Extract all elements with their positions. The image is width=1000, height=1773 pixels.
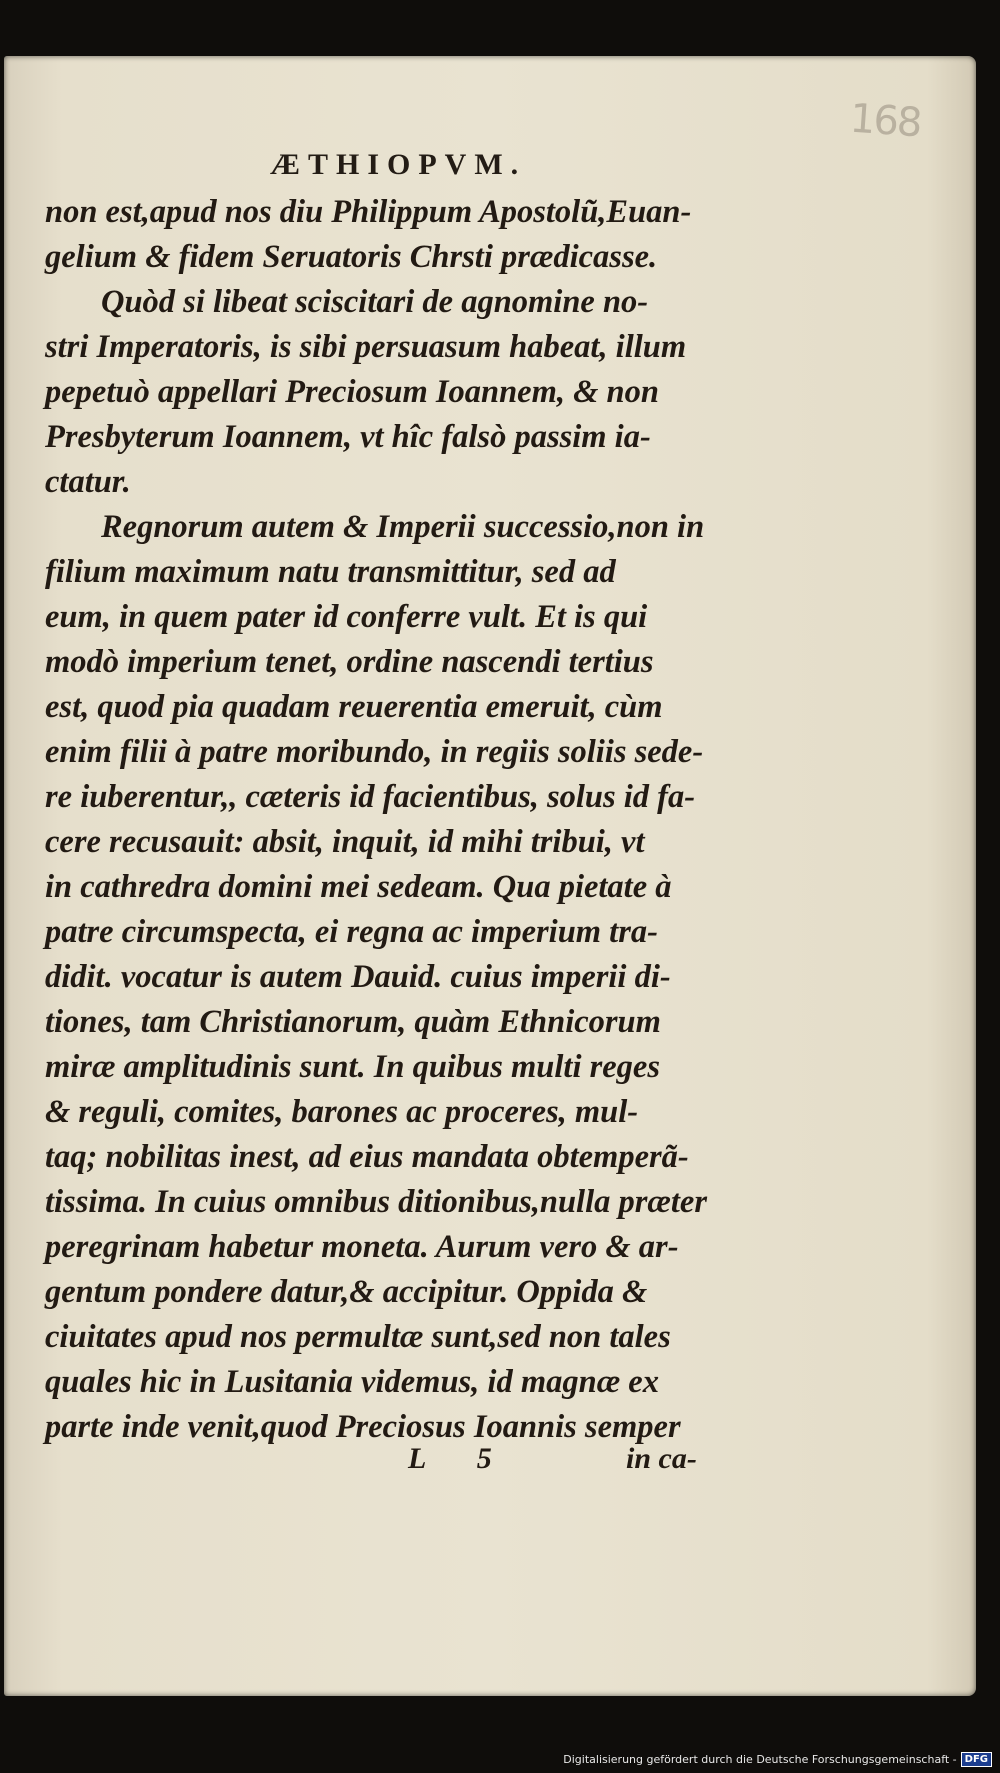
text-line: stri Imperatoris, is sibi persuasum habeat, illum [45, 329, 687, 365]
folio-number: 168 [848, 95, 922, 147]
text-line: gentum pondere datur,& accipitur. Oppida & [45, 1274, 648, 1310]
text-line: didit. vocatur is autem Dauid. cuius imperii di- [45, 959, 671, 995]
text-line: & reguli, comites, barones ac proceres, mul- [45, 1094, 639, 1130]
text-line: in cathredra domini mei sedeam. Qua pietate à [45, 869, 672, 905]
text-line: miræ amplitudinis sunt. In quibus multi reges [45, 1049, 660, 1085]
text-line: peregrinam habetur moneta. Aurum vero & ar- [45, 1229, 679, 1265]
text-line: non est,apud nos diu Philippum Apostolũ,Euan- [45, 194, 692, 230]
text-line: patre circumspecta, ei regna ac imperium tra- [45, 914, 658, 950]
page-footer [0, 1442, 1000, 1482]
body-text [45, 190, 709, 1450]
text-line: re iuberentur,, cæteris id facientibus, solus id fa- [45, 779, 696, 815]
text-line: enim filii à patre moribundo, in regiis soliis sede- [45, 734, 704, 770]
catchword: in ca- [626, 1442, 697, 1475]
text-line: quales hic in Lusitania videmus, id magnæ ex [45, 1364, 659, 1400]
text-line: tiones, tam Christianorum, quàm Ethnicorum [45, 1004, 661, 1040]
dfg-logo-icon: DFG [961, 1752, 992, 1767]
running-header: ÆTHIOPVM. [270, 148, 527, 181]
digitization-note-text: Digitalisierung gefördert durch die Deutsche Forschungsgemeinschaft - [563, 1753, 957, 1766]
text-line: Quòd si libeat sciscitari de agnomine no- [101, 284, 649, 320]
text-line: Presbyterum Ioannem, vt hîc falsò passim ia- [45, 419, 651, 455]
text-line: filium maximum natu transmittitur, sed ad [45, 554, 616, 590]
text-line: ctatur. [45, 464, 131, 500]
text-line: ciuitates apud nos permultæ sunt,sed non tales [45, 1319, 671, 1355]
text-line: pepetuò appellari Preciosum Ioannem, & non [45, 374, 659, 410]
text-line: cere recusauit: absit, inquit, id mihi tribui, vt [45, 824, 645, 860]
signature-mark: L 5 [408, 1442, 514, 1475]
text-line: tissima. In cuius omnibus ditionibus,nulla præter [45, 1184, 707, 1220]
text-line: eum, in quem pater id conferre vult. Et is qui [45, 599, 648, 635]
text-line: Regnorum autem & Imperii successio,non in [101, 509, 705, 545]
text-line: taq; nobilitas inest, ad eius mandata obtemperã- [45, 1139, 689, 1175]
text-line: modò imperium tenet, ordine nascendi tertius [45, 644, 654, 680]
text-line: parte inde venit,quod Preciosus Ioannis semper [45, 1409, 681, 1445]
digitization-credit [563, 1752, 992, 1767]
text-line: est, quod pia quadam reuerentia emeruit, cùm [45, 689, 663, 725]
text-line: gelium & fidem Seruatoris Chrsti prædicasse. [45, 239, 658, 275]
